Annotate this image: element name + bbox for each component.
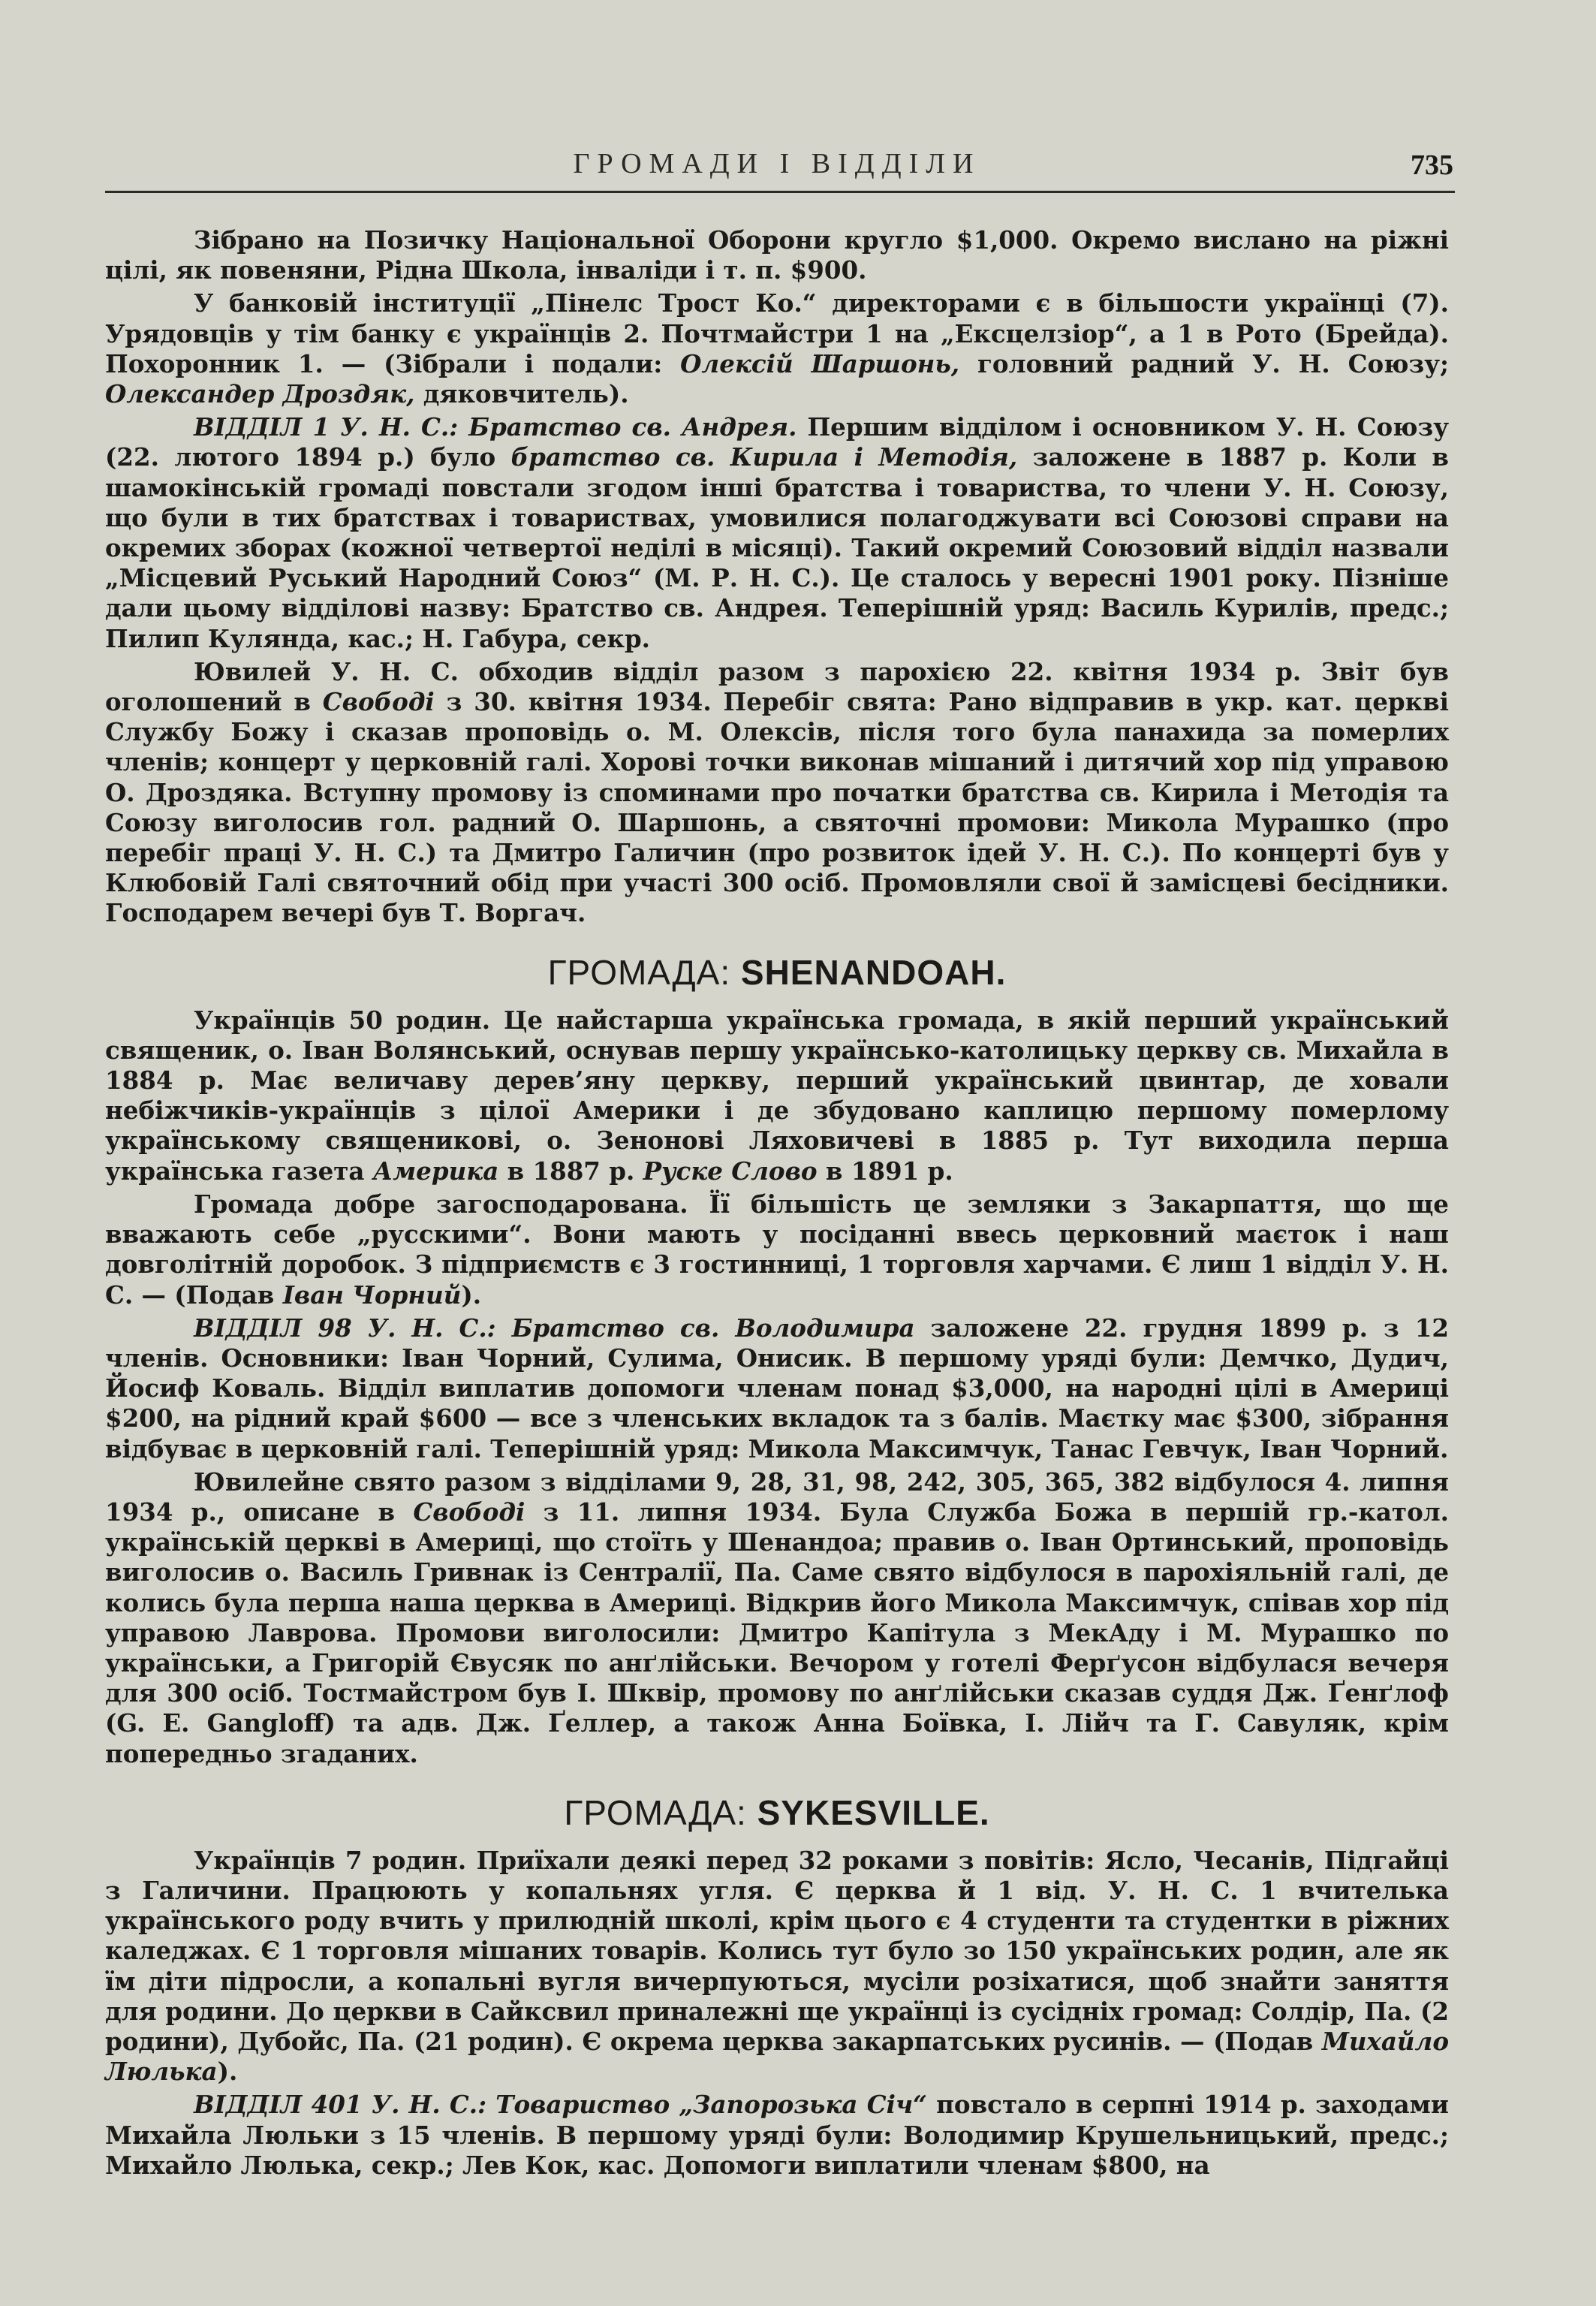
branch-heading: ВІДДІЛ 401 У. Н. С.: Товариство „Запорозька Січ“ xyxy=(194,2090,927,2120)
paragraph: Українців 7 родин. Приїхали деякі перед 32 роками з повітів: Ясло, Чесанів, Підгайці з Галичини. Працюють у копальнях угля. Є церква й 1 від. У. Н. С. 1 вчителька українського роду вчить у прилюдній школі, крім цього є 4 студенти та студентки в ріжних каледжах. Є 1 торговля мішаних товарів. Колись тут було зо 150 українських родин, але як їм діти підросли, а копальні вугля вичерпуються, мусіли розіхатися, щоб знайти заняття для родини. До церкви в Сайксвил приналежні ще українці із сусідніх громад: Солдір, Па. (2 родини), Дубойс, Па. (21 родин). Є окрема церква закарпатських русинів. — (Подав Михайло Люлька). xyxy=(105,1845,1449,2087)
header-rule xyxy=(105,191,1455,193)
paragraph: Ювилейне свято разом з відділами 9, 28, 31, 98, 242, 305, 365, 382 відбулося 4. липня 1934 р., описане в Свободі з 11. липня 1934. Була Служба Божа в першій гр.-катол. українській церкві в Америці, що стоїть у Шенандоа; правив о. Іван Ортинський, проповідь виголосив о. Василь Гривнак із Сентралії, Па. Саме свято відбулося в парохіяльній галі, де колись була перша наша церква в Америці. Відкрив його Микола Максимчук, співав хор під управою Лаврова. Промови виголосили: Дмитро Капітула з МекАду і М. Мурашко по українськи, а Григорій Євусяк по анґлійськи. Вечором у готелі Ферґусон відбулася вечеря для 300 осіб. Тостмайстром був І. Шквір, промову по анґлійськи сказав суддя Дж. Ґенґлоф (G. E. Gangloff) та адв. Дж. Ґеллер, а також Анна Боївка, І. Лійч та Г. Савуляк, крім попередньо згаданих. xyxy=(105,1466,1449,1768)
paragraph: ВІДДІЛ 401 У. Н. С.: Товариство „Запорозька Січ“ повстало в серпні 1914 р. заходами Михайла Люльки з 15 членів. В першому уряді були: Володимир Крушельницький, предс.; Михайло Люлька, секр.; Лев Кок, кас. Допомоги виплатили членам $800, на xyxy=(105,2090,1450,2180)
page-header xyxy=(105,147,1453,192)
paragraph: Громада добре загосподарована. Її більшість це земляки з Закарпаття, що ще вважають себе „русскими“. Вони мають у посіданні ввесь церковний маєток і наш довголітній доробок. З підприємств є 3 гостинниці, 1 торговля харчами. Є лиш 1 відділ У. Н. С. — (Подав Іван Чорний). xyxy=(105,1189,1449,1310)
paragraph: Зібрано на Позичку Національної Оборони кругло $1,000. Окремо вислано на ріжні цілі, як повеняни, Рідна Школа, інваліди і т. п. $900. xyxy=(105,225,1449,285)
running-head: ГРОМАДИ І ВІДДІЛИ xyxy=(573,148,981,179)
paragraph: У банковій інституції „Пінелс Трост Ко.“ директорами є в більшости українці (7). Урядовців у тім банку є українців 2. Почтмайстри 1 на „Ексцелзіор“, а 1 в Рото (Брейда). Похоронник 1. — (Зібрали і подали: Олексій Шаршонь, головний радний У. Н. Союзу; Олександер Дроздяк, дяковчитель). xyxy=(105,288,1450,409)
paragraph: ВІДДІЛ 98 У. Н. С.: Братство св. Володимира заложене 22. грудня 1899 р. з 12 членів. Основники: Іван Чорний, Сулима, Онисик. В першому уряді були: Демчко, Дудич, Йосиф Коваль. Відділ виплатив допомоги членам понад $3,000, на народні цілі в Америці $200, на рідний край $600 — все з членських вкладок та з балів. Маєтку має $300, зібрання відбуває в церковній галі. Теперішній уряд: Микола Максимчук, Танас Гевчук, Іван Чорний. xyxy=(105,1313,1449,1463)
section-title-shenandoah: ГРОМАДА: SHENANDOAH. xyxy=(547,952,1007,992)
page-body xyxy=(105,225,1449,2184)
section-title-sykesville: ГРОМАДА: SYKESVILLE. xyxy=(564,1792,990,1832)
branch-heading: ВІДДІЛ 98 У. Н. С.: Братство св. Володимира xyxy=(194,1313,915,1343)
paragraph: ВІДДІЛ 1 У. Н. С.: Братство св. Андрея. Першим відділом і основником У. Н. Союзу (22. лютого 1894 р.) було братство св. Кирила і Методія, заложене в 1887 р. Коли в шамокінській громаді повстали згодом інші братства і товариства, то члени У. Н. Союзу, що були в тих братствах і товариствах, умовилися полагоджувати всі Союзові справи на окремих зборах (кожної четвертої неділі в місяці). Такий окремий Союзовий відділ назвали „Місцевий Руський Народний Союз“ (М. Р. Н. С.). Це сталось у вересні 1901 року. Пізніше дали цьому відділові назву: Братство св. Андрея. Теперішній уряд: Василь Курилів, предс.; Пилип Кулянда, кас.; Н. Габура, секр. xyxy=(105,412,1449,653)
page-number: 735 xyxy=(1411,149,1453,181)
paragraph: Ювилей У. Н. С. обходив відділ разом з парохією 22. квітня 1934 р. Звіт був оголошений в Свободі з 30. квітня 1934. Перебіг свята: Рано відправив в укр. кат. церкві Службу Божу і сказав проповідь о. М. Олексів, після того була панахида за померлих членів; концерт у церковній галі. Хорові точки виконав мішаний і дитячий хор під управою О. Дроздяка. Вступну промову із споминами про початки братства св. Кирила і Методія та Союзу виголосив гол. радний О. Шаршонь, а святочні промови: Микола Мурашко (про перебіг праці У. Н. С.) та Дмитро Галичин (про розвиток ідей У. Н. С.). По концерті був у Клюбовій Галі святочний обід при участі 300 осіб. Промовляли свої й замісцеві бесідники. Господарем вечері був Т. Воргач. xyxy=(105,656,1449,928)
paragraph: Українців 50 родин. Це найстарша українська громада, в якій перший український священик, о. Іван Волянський, оснував першу українсько-католицьку церкву св. Михайла в 1884 р. Має величаву дерев’яну церкву, перший український цвинтар, де ховали небіжчиків-українців з цілої Америки і де збудовано каплицю першому померлому українському священикові, о. Зенонові Ляховичеві в 1885 р. Тут виходила перша українська газета Америка в 1887 р. Руске Слово в 1891 р. xyxy=(105,1005,1449,1186)
branch-heading: ВІДДІЛ 1 У. Н. С.: Братство св. Андрея. xyxy=(194,412,797,442)
